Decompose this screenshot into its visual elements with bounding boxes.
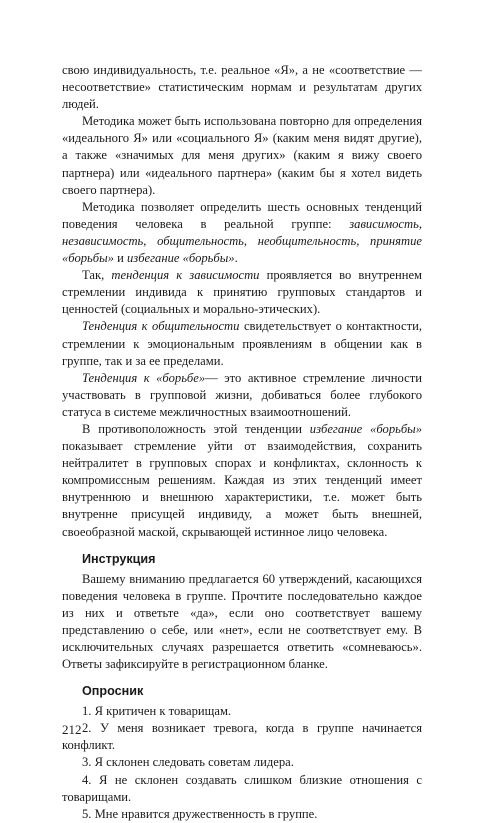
body-text: [62, 62, 422, 541]
paragraph: [62, 199, 422, 267]
text-run: свою индивидуальность, т.е. реальное «Я», а не «соответствие — несоответствие» статистическим нормам и результатам других людей.: [62, 63, 422, 112]
text-run: Методика позволяет определить шесть основных тенденций поведения человека в реальной группе:: [62, 199, 422, 231]
paragraph: [62, 62, 422, 113]
text-run: проявляется во внутреннем стремлении индивида к принятию групповых стандартов и ценностей (социальных и морально-этических).: [62, 268, 423, 317]
text-run: показывает стремление уйти от взаимодействия, сохранить нейтралитет в групповых спорах и конфликтах, склонность к компромиссным решениям. Каждая из этих тенденций имеет внутреннюю и внешнюю характеристики, т.е. может быть внутренне присущей индивиду, а может быть внешней, своеобразной маской, скрывающей истинное лицо человека.: [62, 439, 422, 539]
paragraph: [62, 421, 422, 541]
italic-term: зависимость, независимость, общительность, необщительность, принятие «борьбы»: [62, 216, 422, 266]
italic-term: избегание «борьбы»: [309, 421, 423, 436]
page-number: 212: [62, 722, 82, 737]
text-run: — это активное стремление личности участвовать в групповой жизни, добиваться более глубокого статуса в системе межличностных взаимоотношений.: [62, 370, 422, 419]
text-run: В противоположность этой тенденции: [82, 421, 310, 436]
text-run: Методика может быть использована повторно для определения «идеального Я» или «социального Я» (каким меня видят другие), а также «значимых для меня других» (каким я вижу своего партнера) или «идеального партнера» (каким бы я хотел видеть своего партнера).: [62, 114, 422, 197]
text-run: свидетельствует о контактности, стремлении к эмоциональным проявлениям в общении как в группе, так и за ее пределами.: [62, 319, 422, 368]
instruction-heading: Инструкция: [82, 551, 156, 566]
italic-term: избегание «борьбы»: [127, 251, 235, 266]
questionnaire-item: 1. Я критичен к товарищам.: [82, 704, 232, 719]
paragraph: [62, 113, 422, 198]
questionnaire-list: [62, 703, 422, 823]
paragraph: [62, 267, 422, 318]
italic-term: тенденция к зависимости: [111, 268, 260, 283]
italic-term: Тенденция к общительности: [82, 319, 240, 334]
questionnaire-heading: Опросник: [82, 684, 144, 699]
paragraph: [62, 318, 422, 369]
questionnaire-item: 2. У меня возникает тревога, когда в группе начинается конфликт.: [62, 721, 422, 753]
questionnaire-item: 5. Мне нравится дружественность в группе.: [82, 806, 318, 821]
paragraph: [62, 370, 422, 421]
instruction-text: Вашему вниманию предлагается 60 утверждений, касающихся поведения человека в группе. Прочтите последовательно каждое из них и ответьте «да», если оно соответствует вашему представлению о себе, или «нет», если не соответствует ему. В исключительных случаях разрешается ответить «сомневаюсь». Ответы зафиксируйте в регистрационном бланке.: [62, 571, 422, 672]
questionnaire-item: 4. Я не склонен создавать слишком близкие отношения с товарищами.: [62, 772, 422, 804]
italic-term: Тенденция к «борьбе»: [82, 370, 206, 385]
text-run: и: [113, 251, 127, 266]
questionnaire-item: 3. Я склонен следовать советам лидера.: [82, 755, 294, 770]
text-run: Так,: [82, 268, 112, 283]
text-run: .: [234, 251, 238, 266]
